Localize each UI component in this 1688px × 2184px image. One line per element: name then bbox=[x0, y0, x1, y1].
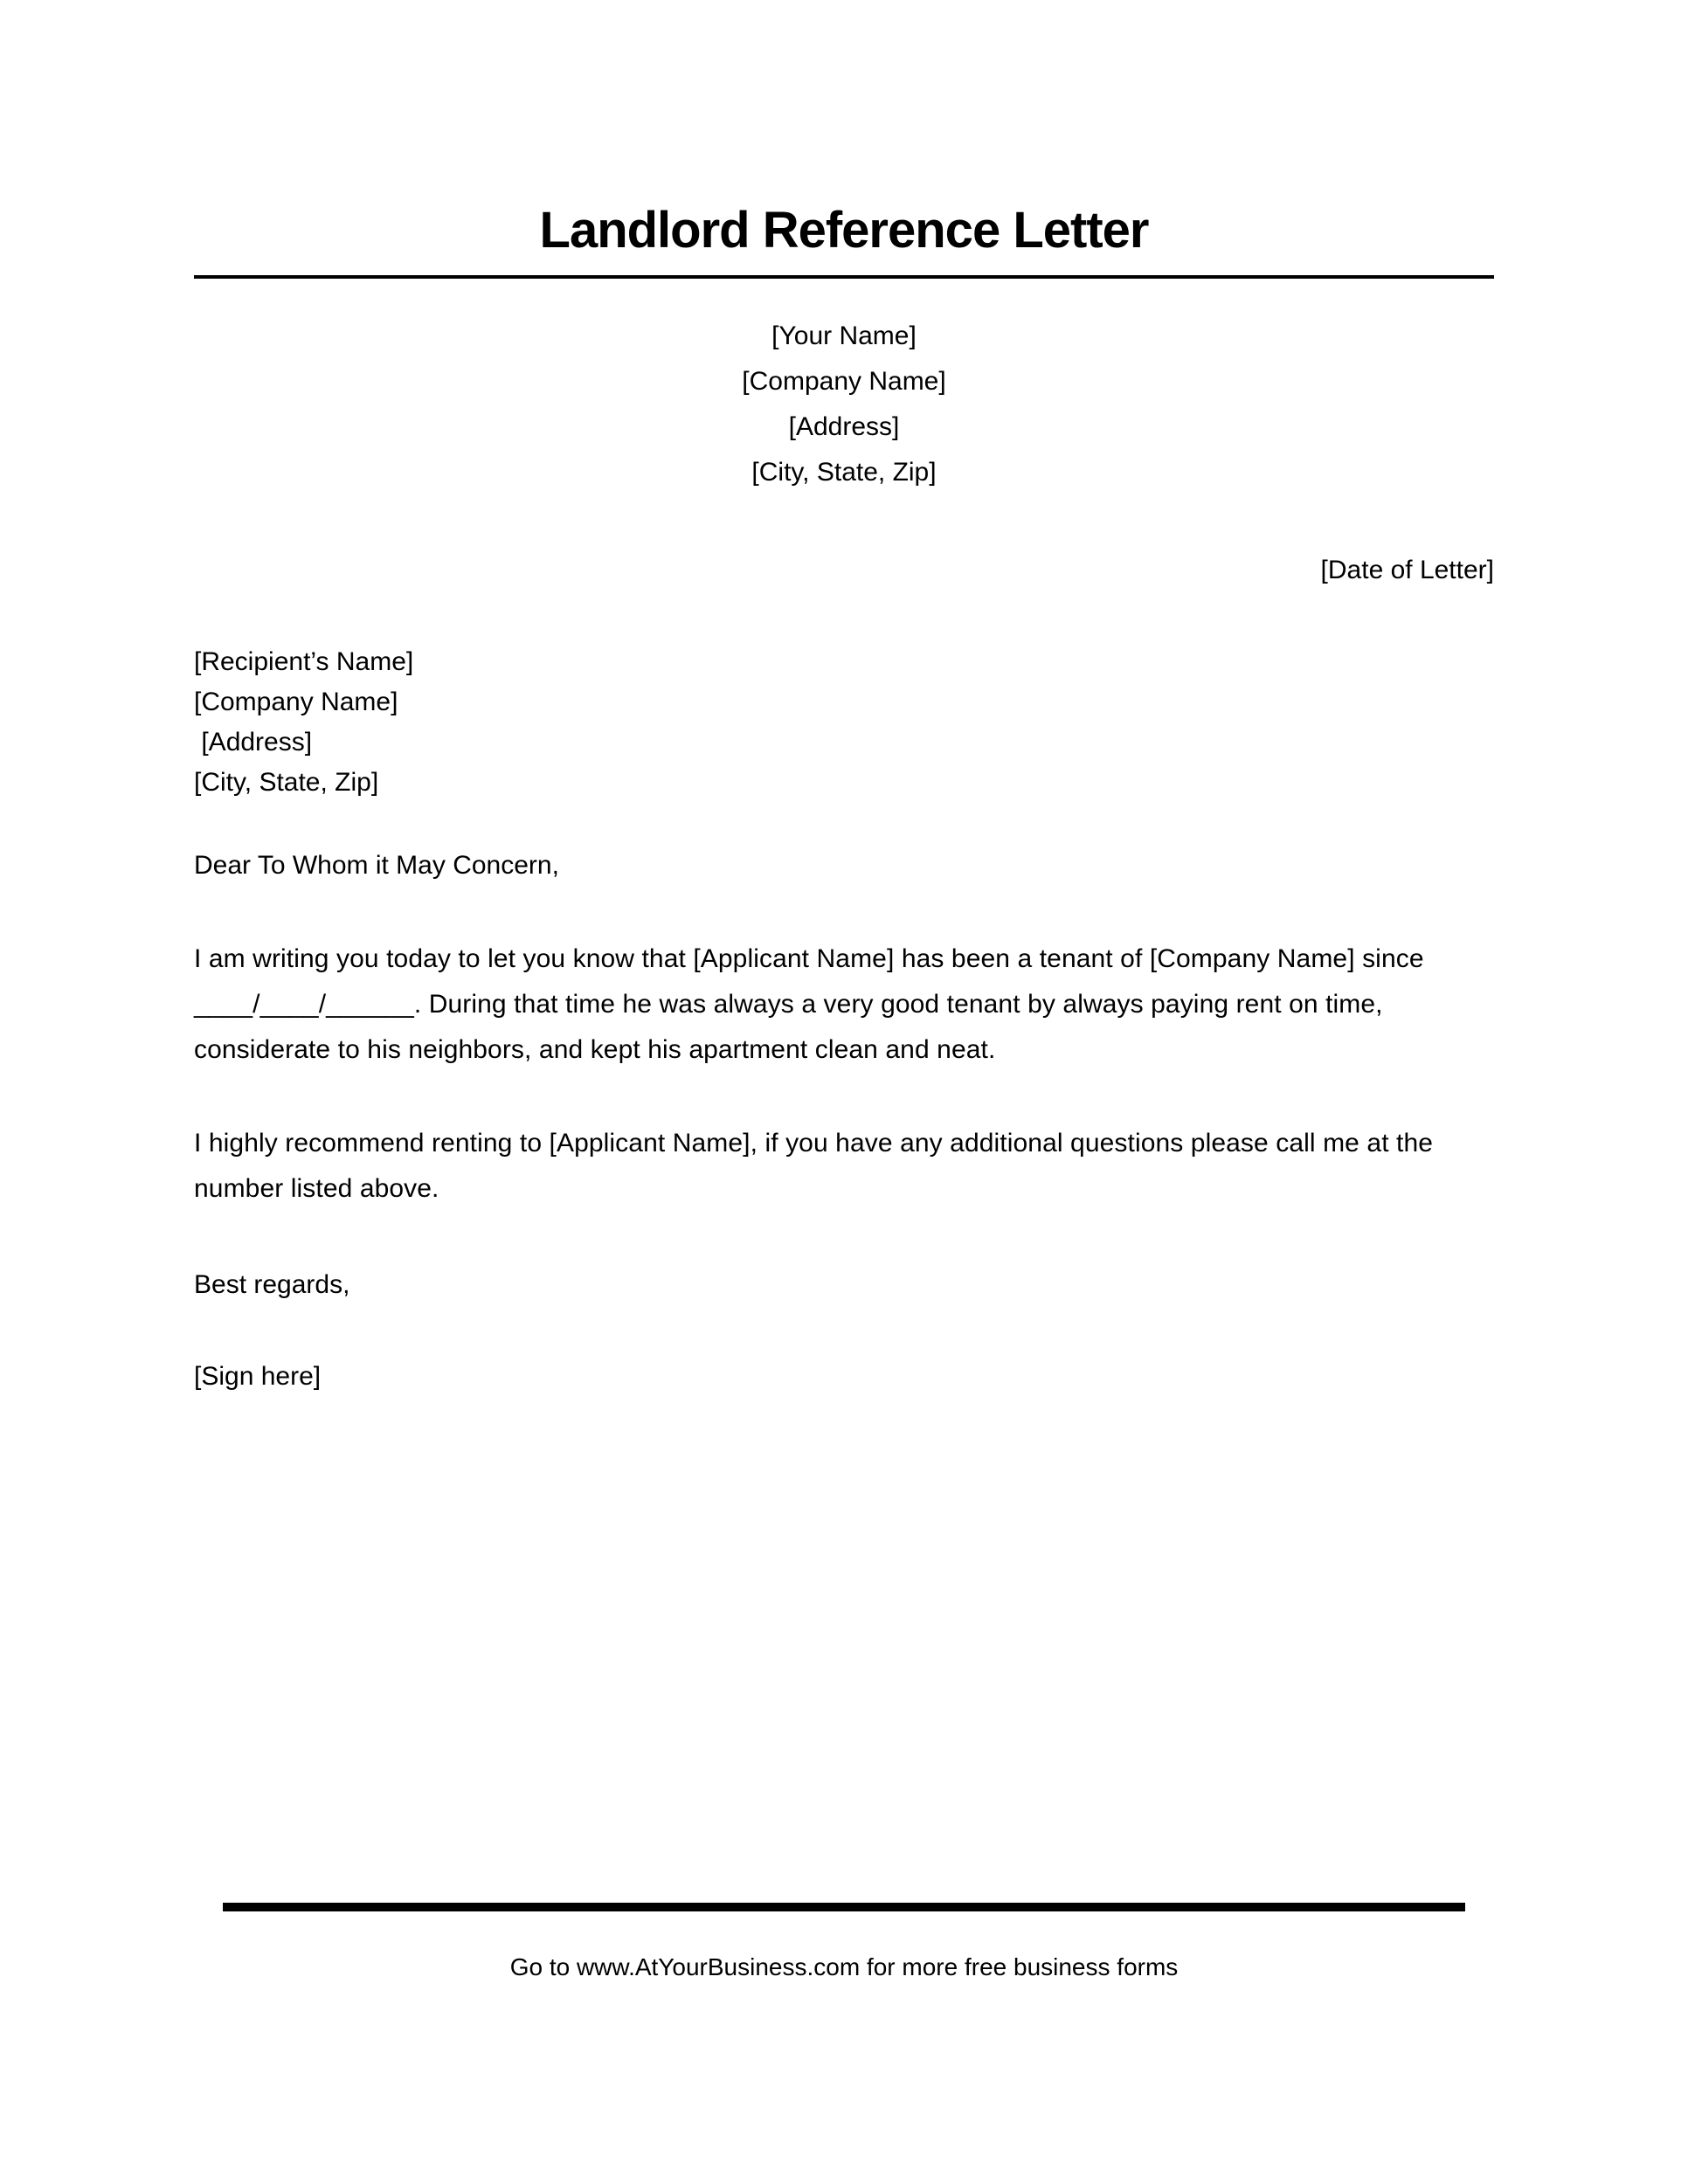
page-title: Landlord Reference Letter bbox=[539, 202, 1149, 259]
recipient-city-state-zip-line: [City, State, Zip] bbox=[194, 768, 379, 797]
signature-placeholder: [Sign here] bbox=[194, 1362, 322, 1391]
recipient-address-line: [Address] bbox=[194, 728, 313, 757]
closing-line: Best regards, bbox=[194, 1270, 350, 1299]
date-line: [Date of Letter] bbox=[1320, 556, 1494, 584]
sender-address-line: [Address] bbox=[788, 412, 900, 441]
salutation-line: Dear To Whom it May Concern, bbox=[194, 851, 559, 880]
sender-name-line: [Your Name] bbox=[771, 321, 917, 350]
body-paragraph-2: I highly recommend renting to [Applicant Name], if you have any additional questions please call me at the number listed above. bbox=[194, 1129, 1434, 1203]
sender-city-state-zip-line: [City, State, Zip] bbox=[751, 458, 937, 487]
body-paragraph-1: I am writing you today to let you know that [Applicant Name] has been a tenant of [Company Name] since ____/____/______. During that time he was always a very good tenant by always paying rent on time, considerate to his neighbors, and kept his apartment clean and neat. bbox=[194, 944, 1424, 1064]
recipient-block bbox=[194, 642, 1494, 803]
recipient-name-line: [Recipient’s Name] bbox=[194, 647, 414, 676]
recipient-company-line: [Company Name] bbox=[194, 688, 398, 716]
sender-company-line: [Company Name] bbox=[742, 367, 946, 396]
title-rule bbox=[194, 275, 1494, 279]
footer-note: Go to www.AtYourBusiness.com for more free business forms bbox=[509, 1953, 1179, 1980]
sender-block bbox=[194, 314, 1494, 495]
footer-rule bbox=[223, 1903, 1465, 1911]
